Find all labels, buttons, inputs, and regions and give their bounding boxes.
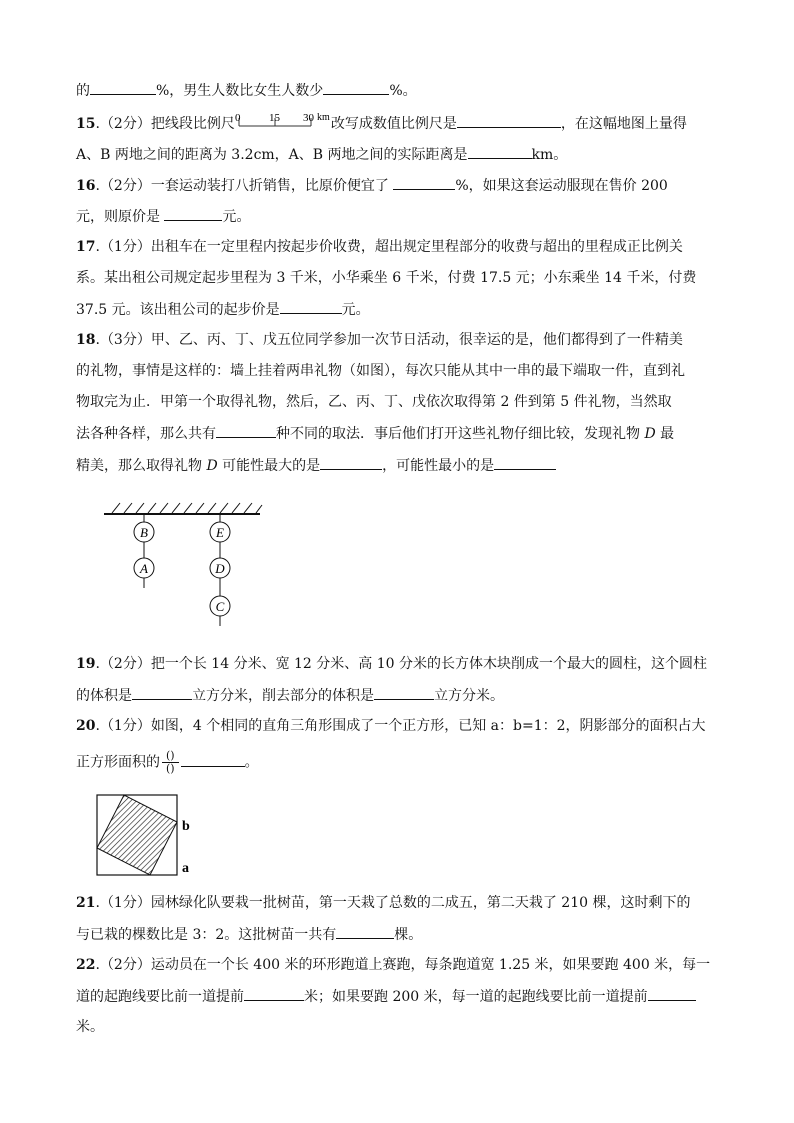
scale-bar bbox=[234, 112, 331, 132]
text-line-21: 道的起跑线要比前一道提前 米；如果要跑 200 米，每一道的起跑线要比前一道提前 bbox=[76, 986, 696, 1007]
scale-unit: km bbox=[316, 112, 330, 123]
question-20: 20.（1分）如图，4 个相同的直角三角形围成了一个正方形，已知 a：b=1：2，阴影部分的面积占大 bbox=[76, 718, 706, 734]
answer-blank[interactable] bbox=[648, 986, 696, 1001]
text-line-19: 与已栽的棵数比是 3：2。这批树苗一共有 棵。 bbox=[76, 924, 422, 945]
scale-tick-15: 15 bbox=[268, 112, 280, 124]
question-score: （1分） bbox=[99, 239, 151, 255]
question-score: （2分） bbox=[99, 178, 151, 194]
question-score: （1分） bbox=[99, 895, 151, 911]
question-number: 16 bbox=[76, 178, 96, 194]
square-figure bbox=[94, 792, 204, 882]
question-number: 19 bbox=[76, 656, 96, 672]
question-number: 20 bbox=[76, 718, 96, 734]
gift-a-label: A bbox=[140, 561, 148, 576]
question-18: 18.（3分）甲、乙、丙、丁、戊五位同学参加一次节日活动，很幸运的是，他们都得到了一件精美 bbox=[76, 332, 683, 348]
question-number: 15 bbox=[76, 116, 96, 132]
question-number: 18 bbox=[76, 332, 96, 348]
gift-d-label: D bbox=[215, 561, 225, 576]
scale-tick-0: 0 bbox=[234, 112, 241, 124]
answer-blank[interactable] bbox=[181, 752, 245, 767]
gift-b-label: B bbox=[140, 525, 148, 540]
text-line-1: 的 %，男生人数比女生人数少 %。 bbox=[76, 80, 417, 101]
text-line-10: 的礼物，事情是这样的：墙上挂着两串礼物（如图），每次只能从其中一串的最下端取一件，直到礼 bbox=[76, 363, 685, 379]
answer-blank[interactable] bbox=[494, 455, 556, 470]
answer-blank[interactable] bbox=[280, 299, 342, 314]
text-line-17: 正方形面积的 $\frac{()}{()}$ 。 bbox=[76, 749, 259, 775]
question-21: 21.（1分）园林绿化队要栽一批树苗，第一天栽了总数的二成五，第二天栽了 210 棵，这时剩下的 bbox=[76, 895, 691, 911]
answer-blank[interactable] bbox=[468, 144, 532, 159]
question-19: 19.（2分）把一个长 14 分米、宽 12 分米、高 10 分米的长方体木块削成一个最大的圆柱，这个圆柱 bbox=[76, 656, 708, 672]
answer-blank[interactable] bbox=[164, 206, 222, 221]
answer-blank[interactable] bbox=[393, 175, 455, 190]
gift-e-label: E bbox=[216, 525, 224, 540]
answer-blank[interactable] bbox=[320, 455, 382, 470]
fraction[interactable]: $\frac{()}{()}$ bbox=[162, 750, 179, 775]
answer-blank[interactable] bbox=[336, 924, 394, 939]
answer-blank[interactable] bbox=[323, 80, 389, 95]
question-number: 22 bbox=[76, 957, 96, 973]
gift-d-symbol: D bbox=[206, 458, 218, 474]
question-15: 15.（2分）把线段比例尺 0 15 30 km 改写成数值比例尺是 ，在这幅地图上量得 bbox=[76, 112, 687, 132]
answer-blank[interactable] bbox=[457, 113, 561, 128]
text-line-15: 的体积是 立方分米，削去部分的体积是 立方分米。 bbox=[76, 685, 504, 706]
text-line-13: 精美，那么取得礼物 D 可能性最大的是 ，可能性最小的是 bbox=[76, 455, 556, 476]
label-b: b bbox=[182, 819, 190, 834]
answer-blank[interactable] bbox=[216, 423, 276, 438]
text-line-22: 米。 bbox=[76, 1019, 104, 1035]
question-number: 21 bbox=[76, 895, 96, 911]
question-score: （1分） bbox=[99, 718, 151, 734]
question-score: （3分） bbox=[99, 332, 151, 348]
text-line-12: 法各种各样，那么共有 种不同的取法．事后他们打开这些礼物仔细比较，发现礼物 D 最 bbox=[76, 423, 674, 444]
label-a: a bbox=[182, 861, 189, 876]
text-line-8: 37.5 元。该出租公司的起步价是 元。 bbox=[76, 299, 370, 320]
question-score: （2分） bbox=[99, 957, 151, 973]
question-16: 16.（2分）一套运动装打八折销售，比原价便宜了 %，如果这套运动服现在售价 200 bbox=[76, 175, 668, 196]
text-line-3: A、B 两地之间的距离为 3.2cm，A、B 两地之间的实际距离是 km。 bbox=[76, 144, 567, 165]
gift-c-label: C bbox=[215, 599, 225, 614]
question-17: 17.（1分）出租车在一定里程内按起步价收费，超出规定里程部分的收费与超出的里程成正比例关 bbox=[76, 239, 683, 255]
text-line-7: 系。某出租公司规定起步里程为 3 千米，小华乘坐 6 千米，付费 17.5 元；小东乘坐 14 千米，付费 bbox=[76, 270, 697, 286]
question-score: （2分） bbox=[99, 656, 151, 672]
question-22: 22.（2分）运动员在一个长 400 米的环形跑道上赛跑，每条跑道宽 1.25 米，如果要跑 400 米，每一 bbox=[76, 957, 711, 973]
gift-d-symbol: D bbox=[644, 426, 656, 442]
answer-blank[interactable] bbox=[244, 986, 304, 1001]
text-line-5: 元，则原价是 元。 bbox=[76, 206, 250, 227]
answer-blank[interactable] bbox=[374, 685, 434, 700]
question-score: （2分） bbox=[99, 116, 151, 132]
gift-strings-figure bbox=[104, 502, 264, 632]
answer-blank[interactable] bbox=[90, 80, 156, 95]
scale-tick-30: 30 bbox=[302, 112, 314, 124]
question-number: 17 bbox=[76, 239, 96, 255]
text-line-11: 物取完为止．甲第一个取得礼物，然后，乙、丙、丁、戊依次取得第 2 件到第 5 件礼物，当然取 bbox=[76, 394, 672, 410]
answer-blank[interactable] bbox=[132, 685, 192, 700]
